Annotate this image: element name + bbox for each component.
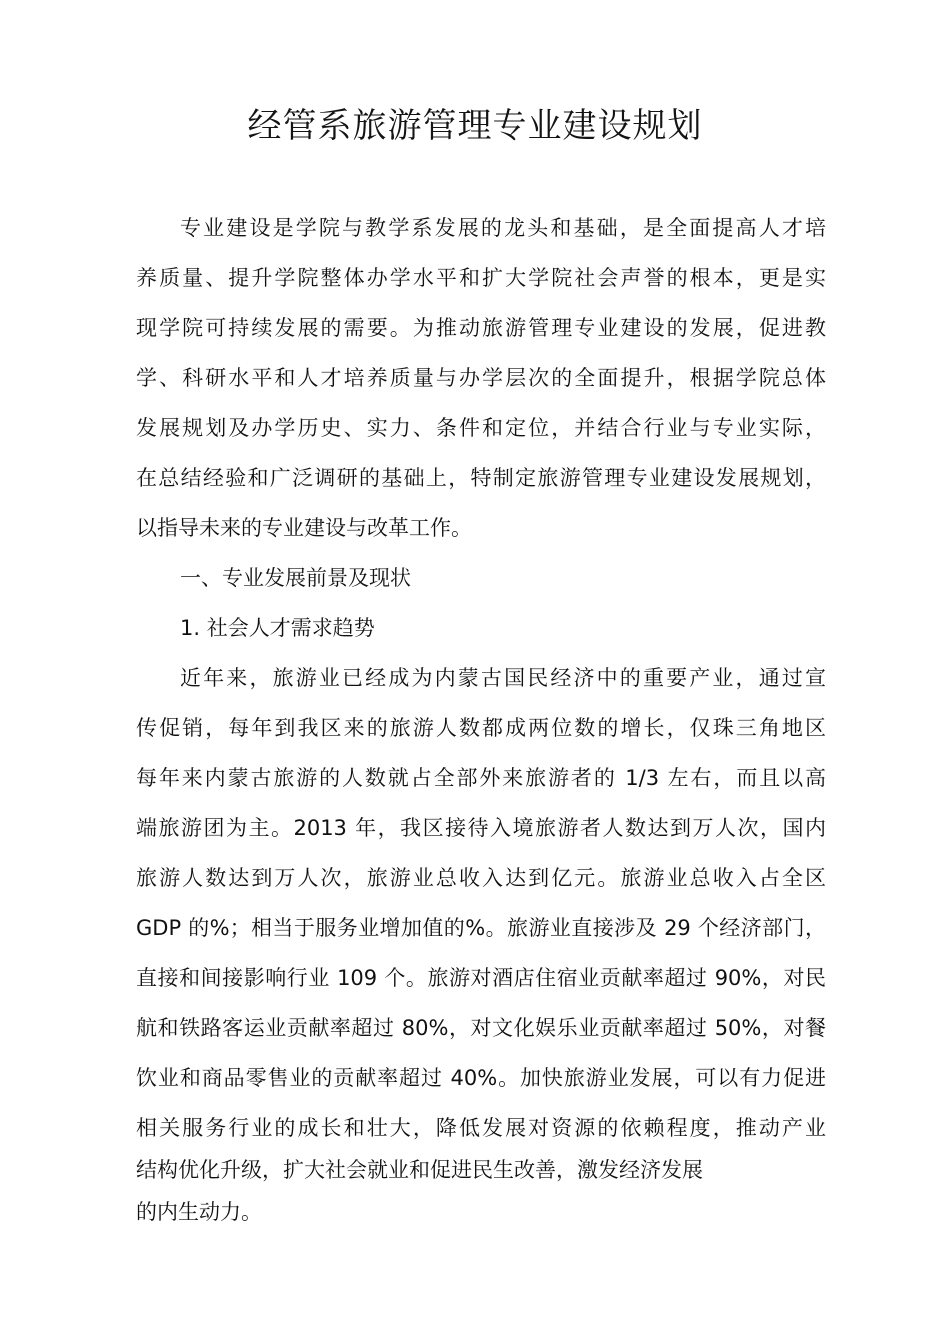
section-heading: 一、专业发展前景及现状 xyxy=(180,566,411,590)
text-line: 以指导未来的专业建设与改革工作。 xyxy=(136,516,472,540)
text-line: 直接和间接影响行业 109 个。旅游对酒店住宿业贡献率超过 90%，对民 xyxy=(136,966,826,990)
text-line: 结构优化升级，扩大社会就业和促进民生改善，激发经济发展 xyxy=(136,1158,703,1182)
text-line: 养质量、提升学院整体办学水平和扩大学院社会声誉的根本，更是实 xyxy=(136,266,826,290)
document-title: 经管系旅游管理专业建设规划 xyxy=(247,106,703,146)
text-line: 现学院可持续发展的需要。为推动旅游管理专业建设的发展，促进教 xyxy=(136,316,826,340)
text-line: 相关服务行业的成长和壮大，降低发展对资源的依赖程度，推动产业 xyxy=(136,1116,826,1140)
text-line: 在总结经验和广泛调研的基础上，特制定旅游管理专业建设发展规划， xyxy=(136,466,826,490)
text-line: 航和铁路客运业贡献率超过 80%，对文化娱乐业贡献率超过 50%，对餐 xyxy=(136,1016,826,1040)
text-line: 传促销，每年到我区来的旅游人数都成两位数的增长，仅珠三角地区 xyxy=(136,716,826,740)
intro-paragraph xyxy=(136,203,826,553)
body-paragraph xyxy=(136,653,826,1237)
text-line: 发展规划及办学历史、实力、条件和定位，并结合行业与专业实际， xyxy=(136,416,826,440)
text-line: 近年来，旅游业已经成为内蒙古国民经济中的重要产业，通过宣 xyxy=(180,666,826,690)
document-body xyxy=(136,203,826,1237)
text-line: 端旅游团为主。2013 年，我区接待入境旅游者人数达到万人次，国内 xyxy=(136,816,826,840)
text-line: 旅游人数达到万人次，旅游业总收入达到亿元。旅游业总收入占全区 xyxy=(136,866,826,890)
text-line: 每年来内蒙古旅游的人数就占全部外来旅游者的 1/3 左右，而且以高 xyxy=(136,766,826,790)
subsection-heading: 1. 社会人才需求趋势 xyxy=(180,616,375,640)
text-line: GDP 的%；相当于服务业增加值的%。旅游业直接涉及 29 个经济部门， xyxy=(136,916,826,940)
text-line: 的内生动力。 xyxy=(136,1200,262,1224)
text-line: 学、科研水平和人才培养质量与办学层次的全面提升，根据学院总体 xyxy=(136,366,826,390)
text-line: 专业建设是学院与教学系发展的龙头和基础，是全面提高人才培 xyxy=(180,216,826,240)
text-line: 饮业和商品零售业的贡献率超过 40%。加快旅游业发展，可以有力促进 xyxy=(136,1066,826,1090)
